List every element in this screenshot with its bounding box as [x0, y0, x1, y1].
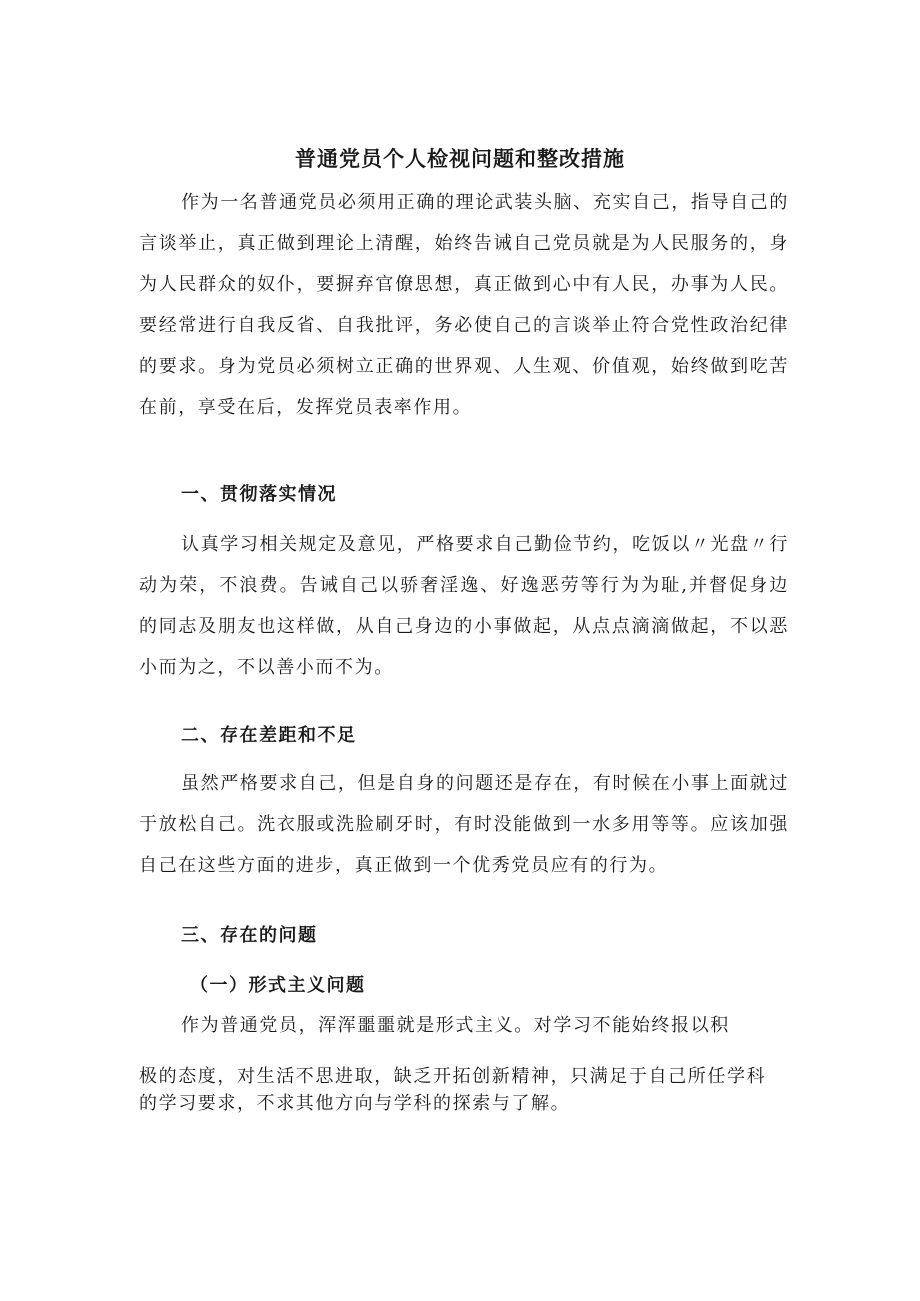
- document-title: 普通党员个人检视问题和整改措施: [295, 146, 625, 171]
- section-2-body: 虽然严格要求自己，但是自身的问题还是存在，有时候在小事上面就过于放松自己。洗衣服或洗脸刷牙时，有时没能做到一水多用等等。应该加强自己在这些方面的进步，真正做到一个优秀党员应有的行为。: [139, 773, 789, 876]
- section-3-subheading-1: （一）形式主义问题: [190, 975, 366, 996]
- section-1-heading: 一、贯彻落实情况: [181, 484, 337, 505]
- section-3-sub-1-line-3: 的学习要求，不求其他方向与学科的探索与了解。: [139, 1093, 571, 1114]
- section-3-sub-1-line-2: 极的态度，对生活不思进取，缺乏开拓创新精神，只满足于自己所任学科: [139, 1066, 767, 1087]
- section-2-heading: 二、存在差距和不足: [181, 725, 357, 746]
- section-3-heading: 三、存在的问题: [181, 925, 318, 946]
- intro-paragraph: 作为一名普通党员必须用正确的理论武装头脑、充实自己，指导自己的言谈举止，真正做到理论上清醒，始终告诫自己党员就是为人民服务的，身为人民群众的奴仆，要摒弃官僚思想，真正做到心中有人民，办事为人民。要经常进行自我反省、自我批评，务必使自己的言谈举止符合党性政治纪律的要求。身为党员必须树立正确的世界观、人生观、价值观，始终做到吃苦在前，享受在后，发挥党员表率作用。: [139, 192, 789, 418]
- section-1-body: 认真学习相关规定及意见，严格要求自己勤俭节约，吃饭以〃光盘〃行动为荣，不浪费。告诫自己以骄奢淫逸、好逸恶劳等行为为耻,并督促身边的同志及朋友也这样做，从自己身边的小事做起，从点点滴滴做起，不以恶小而为之，不以善小而不为。: [139, 534, 789, 678]
- section-3-sub-1-line-1: 作为普通党员，浑浑噩噩就是形式主义。对学习不能始终报以积: [181, 1015, 730, 1036]
